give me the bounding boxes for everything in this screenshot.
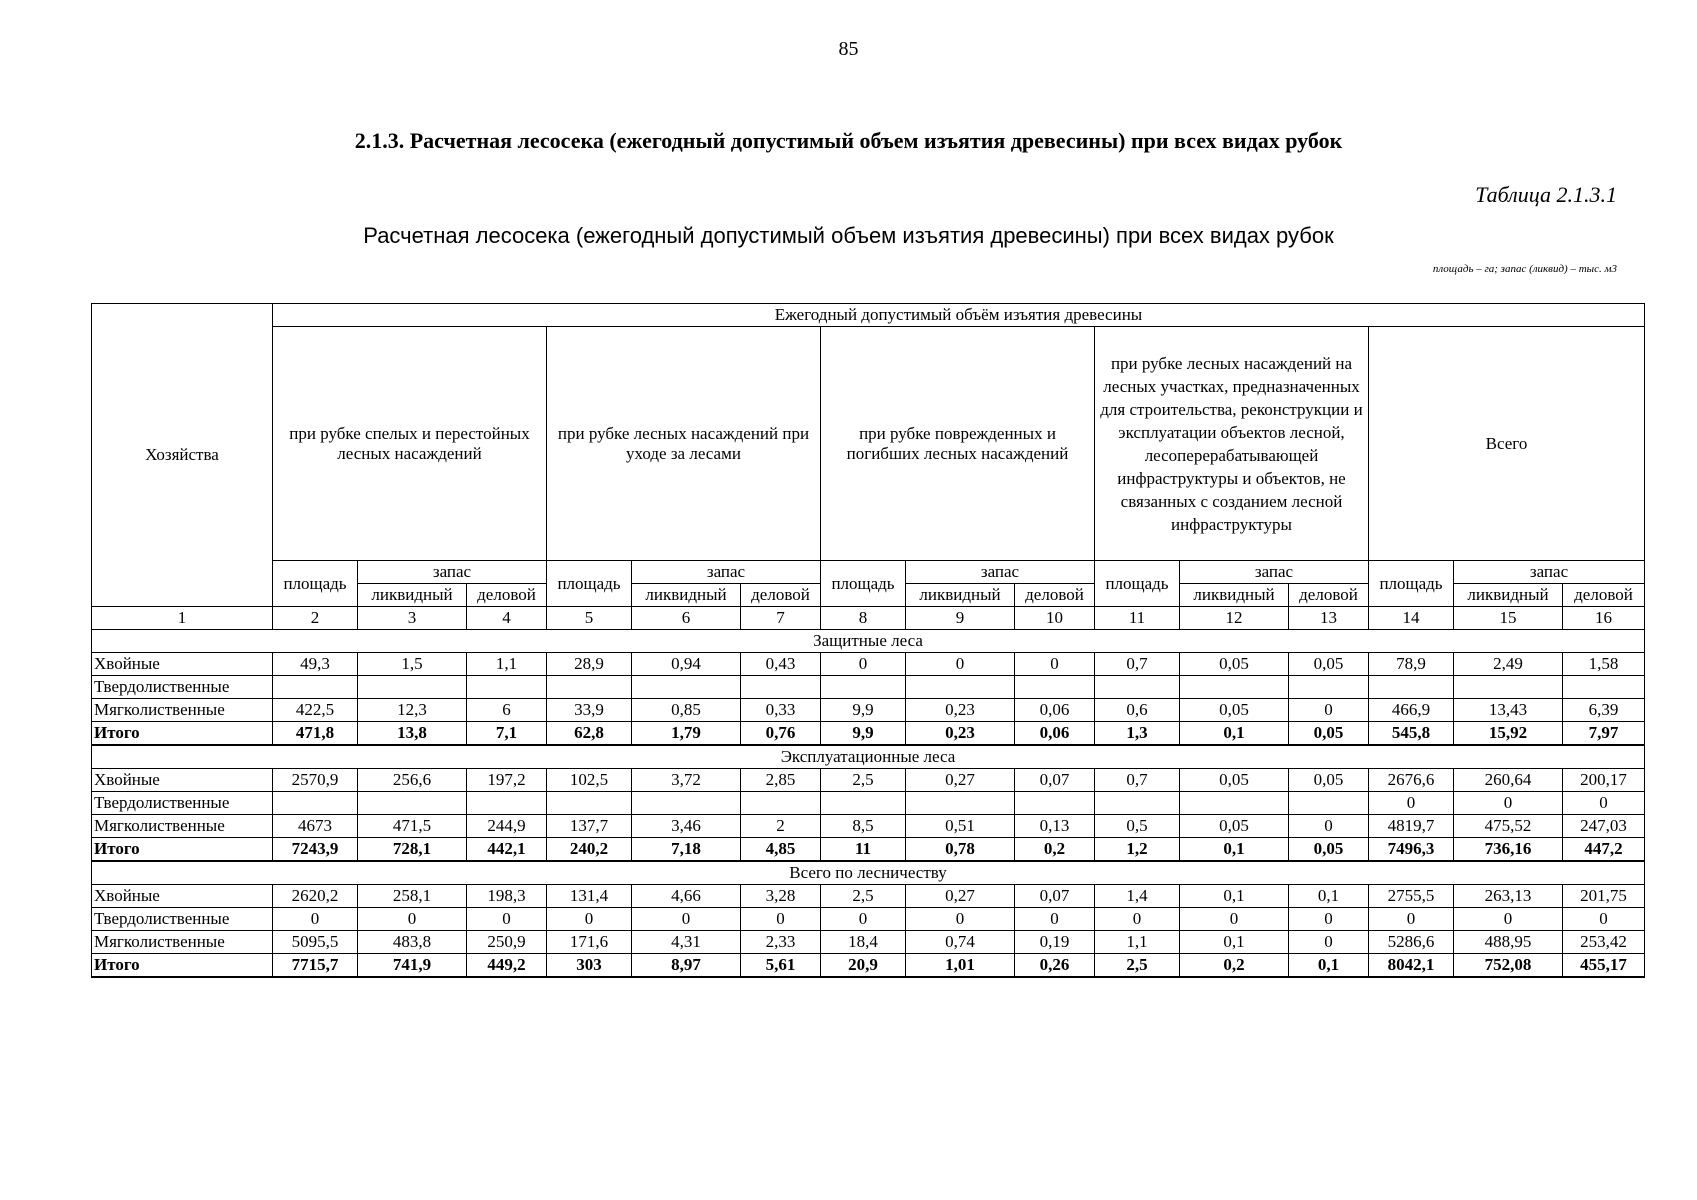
table-cell — [632, 792, 741, 815]
table-cell: 256,6 — [358, 769, 467, 792]
table-cell: 0,26 — [1015, 954, 1095, 978]
table-cell: 0 — [273, 908, 358, 931]
column-number: 10 — [1015, 607, 1095, 630]
table-cell: 442,1 — [467, 838, 547, 862]
header-group-mature: при рубке спелых и перестойных лесных насаждений — [273, 327, 547, 561]
table-cell — [547, 792, 632, 815]
table-cell: 0,05 — [1289, 769, 1369, 792]
table-cell: 253,42 — [1563, 931, 1645, 954]
row-name: Итого — [92, 838, 273, 862]
table-cell — [358, 676, 467, 699]
table-cell: 736,16 — [1454, 838, 1563, 862]
table-cell: 545,8 — [1369, 722, 1454, 746]
section-heading: 2.1.3. Расчетная лесосека (ежегодный допустимый объем изъятия древесины) при всех видах рубок — [354, 128, 1343, 153]
table-cell: 2570,9 — [273, 769, 358, 792]
header-area: площадь — [1095, 561, 1180, 607]
table-cell: 11 — [821, 838, 906, 862]
table-cell: 0,43 — [741, 653, 821, 676]
table-cell: 7,18 — [632, 838, 741, 862]
table-cell: 5,61 — [741, 954, 821, 978]
header-stock: запас — [906, 561, 1095, 584]
header-commercial: деловой — [1015, 584, 1095, 607]
header-stock: запас — [358, 561, 547, 584]
table-row — [92, 769, 1645, 792]
row-name: Хвойные — [92, 885, 273, 908]
table-cell: 3,46 — [632, 815, 741, 838]
table-cell: 2,5 — [821, 769, 906, 792]
row-name: Итого — [92, 954, 273, 978]
table-cell: 6,39 — [1563, 699, 1645, 722]
table-cell: 260,64 — [1454, 769, 1563, 792]
table-cell: 0,76 — [741, 722, 821, 746]
table-cell: 1,1 — [1095, 931, 1180, 954]
table-cell: 0,27 — [906, 885, 1015, 908]
table-cell: 466,9 — [1369, 699, 1454, 722]
table-cell: 447,2 — [1563, 838, 1645, 862]
units-note: площадь – га; запас (ликвид) – тыс. м3 — [1432, 263, 1617, 275]
header-group-total: Всего — [1369, 327, 1645, 561]
total-row — [92, 722, 1645, 746]
table-cell: 4,31 — [632, 931, 741, 954]
table-cell: 1,3 — [1095, 722, 1180, 746]
table-cell: 18,4 — [821, 931, 906, 954]
table-cell: 5095,5 — [273, 931, 358, 954]
table-cell: 0,94 — [632, 653, 741, 676]
table-cell: 62,8 — [547, 722, 632, 746]
table-cell: 13,8 — [358, 722, 467, 746]
table-cell: 2,49 — [1454, 653, 1563, 676]
table-cell: 449,2 — [467, 954, 547, 978]
table-cell: 0,78 — [906, 838, 1015, 862]
table-cell — [1015, 792, 1095, 815]
section-header-row — [92, 861, 1645, 885]
header-group-care: при рубке лесных насаждений при уходе за лесами — [547, 327, 821, 561]
table-row — [92, 815, 1645, 838]
row-name: Твердолиственные — [92, 792, 273, 815]
table-cell: 0 — [906, 653, 1015, 676]
column-number: 3 — [358, 607, 467, 630]
header-area: площадь — [273, 561, 358, 607]
table-cell: 33,9 — [547, 699, 632, 722]
table-cell: 0,27 — [906, 769, 1015, 792]
table-cell: 0,05 — [1180, 653, 1289, 676]
header-commercial: деловой — [1563, 584, 1645, 607]
table-cell: 1,4 — [1095, 885, 1180, 908]
table-cell: 0,1 — [1180, 838, 1289, 862]
table-cell: 475,52 — [1454, 815, 1563, 838]
table-cell: 0,07 — [1015, 885, 1095, 908]
header-stock: запас — [1180, 561, 1369, 584]
table-cell: 2620,2 — [273, 885, 358, 908]
column-number: 8 — [821, 607, 906, 630]
table-cell — [547, 676, 632, 699]
table-cell: 0,19 — [1015, 931, 1095, 954]
column-number: 2 — [273, 607, 358, 630]
table-cell: 0 — [1369, 908, 1454, 931]
header-commercial: деловой — [1289, 584, 1369, 607]
table-cell: 741,9 — [358, 954, 467, 978]
table-cell: 0,7 — [1095, 653, 1180, 676]
table-cell — [273, 792, 358, 815]
header-area: площадь — [1369, 561, 1454, 607]
table-cell: 0,05 — [1180, 769, 1289, 792]
table-cell: 0 — [1454, 792, 1563, 815]
table-cell: 0 — [1289, 699, 1369, 722]
table-cell: 0,2 — [1015, 838, 1095, 862]
table-cell: 0,06 — [1015, 699, 1095, 722]
table-cell — [273, 676, 358, 699]
table-cell: 200,17 — [1563, 769, 1645, 792]
table-cell: 0 — [821, 908, 906, 931]
table-cell: 247,03 — [1563, 815, 1645, 838]
row-name: Хвойные — [92, 769, 273, 792]
table-cell: 240,2 — [547, 838, 632, 862]
table-cell: 0,1 — [1180, 885, 1289, 908]
table-cell: 0 — [358, 908, 467, 931]
table-cell: 1,2 — [1095, 838, 1180, 862]
table-cell: 488,95 — [1454, 931, 1563, 954]
table-cell: 4,85 — [741, 838, 821, 862]
section-header-row — [92, 630, 1645, 653]
table-cell: 0 — [547, 908, 632, 931]
table-cell: 0,1 — [1180, 931, 1289, 954]
table-cell: 0 — [1095, 908, 1180, 931]
table-cell: 0,7 — [1095, 769, 1180, 792]
table-cell: 0,5 — [1095, 815, 1180, 838]
table-cell: 0,1 — [1180, 722, 1289, 746]
table-cell — [821, 676, 906, 699]
header-liquid: ликвидный — [1454, 584, 1563, 607]
table-cell: 4,66 — [632, 885, 741, 908]
table-cell — [906, 676, 1015, 699]
table-cell: 0 — [1563, 792, 1645, 815]
table-cell: 0,1 — [1289, 954, 1369, 978]
column-number: 1 — [92, 607, 273, 630]
table-cell — [1369, 676, 1454, 699]
table-cell: 1,5 — [358, 653, 467, 676]
header-top: Ежегодный допустимый объём изъятия древесины — [273, 304, 1645, 327]
header-liquid: ликвидный — [906, 584, 1015, 607]
header-group-damaged: при рубке поврежденных и погибших лесных насаждений — [821, 327, 1095, 561]
table-cell: 201,75 — [1563, 885, 1645, 908]
table-cell: 0 — [1563, 908, 1645, 931]
table-cell — [467, 792, 547, 815]
table-cell: 15,92 — [1454, 722, 1563, 746]
column-number: 7 — [741, 607, 821, 630]
table-cell: 0,05 — [1289, 838, 1369, 862]
table-cell: 0,51 — [906, 815, 1015, 838]
table-cell — [1289, 676, 1369, 699]
table-cell — [1015, 676, 1095, 699]
table-cell: 0 — [632, 908, 741, 931]
table-cell: 7715,7 — [273, 954, 358, 978]
table-cell: 2 — [741, 815, 821, 838]
header-liquid: ликвидный — [632, 584, 741, 607]
table-cell: 455,17 — [1563, 954, 1645, 978]
table-cell — [906, 792, 1015, 815]
column-number: 16 — [1563, 607, 1645, 630]
table-cell: 8,5 — [821, 815, 906, 838]
table-cell: 0,07 — [1015, 769, 1095, 792]
column-number-row — [92, 607, 1645, 630]
table-cell: 2,85 — [741, 769, 821, 792]
table-cell: 7496,3 — [1369, 838, 1454, 862]
table-cell: 5286,6 — [1369, 931, 1454, 954]
table-cell — [1454, 676, 1563, 699]
table-cell — [1563, 676, 1645, 699]
table-cell: 752,08 — [1454, 954, 1563, 978]
table-cell — [741, 676, 821, 699]
table-cell: 263,13 — [1454, 885, 1563, 908]
table-cell: 28,9 — [547, 653, 632, 676]
table-cell: 0 — [821, 653, 906, 676]
table-cell: 483,8 — [358, 931, 467, 954]
table-cell: 9,9 — [821, 699, 906, 722]
table-cell: 49,3 — [273, 653, 358, 676]
table-cell: 131,4 — [547, 885, 632, 908]
header-liquid: ликвидный — [1180, 584, 1289, 607]
row-name: Итого — [92, 722, 273, 746]
table-cell: 1,01 — [906, 954, 1015, 978]
column-number: 12 — [1180, 607, 1289, 630]
table-cell: 0,06 — [1015, 722, 1095, 746]
table-cell — [632, 676, 741, 699]
table-cell: 0,05 — [1289, 722, 1369, 746]
header-area: площадь — [547, 561, 632, 607]
table-cell: 0 — [741, 908, 821, 931]
table-cell: 0 — [467, 908, 547, 931]
table-cell — [1180, 792, 1289, 815]
table-cell: 0,2 — [1180, 954, 1289, 978]
table-cell: 0 — [1454, 908, 1563, 931]
table-cell: 0,1 — [1289, 885, 1369, 908]
header-area: площадь — [821, 561, 906, 607]
table-cell — [741, 792, 821, 815]
table-cell: 2676,6 — [1369, 769, 1454, 792]
table-cell — [467, 676, 547, 699]
table-cell: 198,3 — [467, 885, 547, 908]
row-name: Хвойные — [92, 653, 273, 676]
table-cell: 258,1 — [358, 885, 467, 908]
table-cell: 0,23 — [906, 699, 1015, 722]
table-cell: 422,5 — [273, 699, 358, 722]
table-cell: 1,79 — [632, 722, 741, 746]
table-cell: 0 — [1015, 653, 1095, 676]
header-group-construction: при рубке лесных насаждений на лесных участках, предназначенных для строительства, реконструкции и эксплуатации объектов лесной, лесоперерабатывающей инфраструктуры и объектов, не связанных с созданием лесной инфраструктуры — [1095, 327, 1369, 561]
row-name: Мягколиственные — [92, 931, 273, 954]
table-cell — [358, 792, 467, 815]
table-cell: 12,3 — [358, 699, 467, 722]
table-row — [92, 908, 1645, 931]
table-cell: 728,1 — [358, 838, 467, 862]
table-cell: 0,85 — [632, 699, 741, 722]
column-number: 9 — [906, 607, 1015, 630]
table-cell: 250,9 — [467, 931, 547, 954]
table-cell: 8,97 — [632, 954, 741, 978]
table-cell: 3,72 — [632, 769, 741, 792]
table-cell: 7,97 — [1563, 722, 1645, 746]
table-cell: 0,05 — [1289, 653, 1369, 676]
table-cell: 0 — [1015, 908, 1095, 931]
table-cell: 7243,9 — [273, 838, 358, 862]
table-header — [92, 304, 1645, 630]
table-cell: 0,33 — [741, 699, 821, 722]
column-number: 5 — [547, 607, 632, 630]
table-cell: 0 — [1369, 792, 1454, 815]
table-cell — [1095, 792, 1180, 815]
row-name: Мягколиственные — [92, 699, 273, 722]
row-name: Мягколиственные — [92, 815, 273, 838]
table-cell: 137,7 — [547, 815, 632, 838]
table-cell: 2755,5 — [1369, 885, 1454, 908]
table-cell: 0,05 — [1180, 815, 1289, 838]
table-row — [92, 699, 1645, 722]
page-number: 85 — [838, 38, 859, 60]
table-cell: 0 — [1289, 908, 1369, 931]
table-cell: 9,9 — [821, 722, 906, 746]
table-cell: 0 — [1289, 931, 1369, 954]
table-cell: 0,05 — [1180, 699, 1289, 722]
table-cell: 0,74 — [906, 931, 1015, 954]
table-cell: 471,5 — [358, 815, 467, 838]
table-cell: 1,58 — [1563, 653, 1645, 676]
column-number: 6 — [632, 607, 741, 630]
header-farms: Хозяйства — [92, 304, 273, 607]
table-cell: 2,5 — [821, 885, 906, 908]
table-cell — [1095, 676, 1180, 699]
table-cell: 303 — [547, 954, 632, 978]
table-cell: 20,9 — [821, 954, 906, 978]
row-name: Твердолиственные — [92, 908, 273, 931]
table-cell: 0 — [906, 908, 1015, 931]
total-row — [92, 838, 1645, 862]
table-caption: Расчетная лесосека (ежегодный допустимый объем изъятия древесины) при всех видах рубок — [363, 223, 1334, 248]
allowable-cut-table — [91, 303, 1645, 978]
header-liquid: ликвидный — [358, 584, 467, 607]
total-row — [92, 954, 1645, 978]
table-cell: 0 — [1180, 908, 1289, 931]
table-cell: 1,1 — [467, 653, 547, 676]
section-title: Эксплуатационные леса — [92, 745, 1645, 769]
table-cell: 13,43 — [1454, 699, 1563, 722]
table-row — [92, 653, 1645, 676]
header-commercial: деловой — [741, 584, 821, 607]
table-cell: 2,33 — [741, 931, 821, 954]
table-cell: 7,1 — [467, 722, 547, 746]
table-cell: 6 — [467, 699, 547, 722]
header-commercial: деловой — [467, 584, 547, 607]
row-name: Твердолиственные — [92, 676, 273, 699]
table-cell — [1180, 676, 1289, 699]
table-cell: 171,6 — [547, 931, 632, 954]
table-cell: 471,8 — [273, 722, 358, 746]
table-row — [92, 931, 1645, 954]
table-cell: 2,5 — [1095, 954, 1180, 978]
table-cell: 0,6 — [1095, 699, 1180, 722]
table-cell: 244,9 — [467, 815, 547, 838]
table-cell: 8042,1 — [1369, 954, 1454, 978]
column-number: 14 — [1369, 607, 1454, 630]
table-cell: 78,9 — [1369, 653, 1454, 676]
column-number: 13 — [1289, 607, 1369, 630]
table-cell: 0,13 — [1015, 815, 1095, 838]
column-number: 11 — [1095, 607, 1180, 630]
table-cell: 0 — [1289, 815, 1369, 838]
header-stock: запас — [1454, 561, 1645, 584]
table-cell: 102,5 — [547, 769, 632, 792]
column-number: 15 — [1454, 607, 1563, 630]
table-row — [92, 676, 1645, 699]
table-cell: 3,28 — [741, 885, 821, 908]
table-cell: 197,2 — [467, 769, 547, 792]
section-title: Защитные леса — [92, 630, 1645, 653]
table-row — [92, 792, 1645, 815]
table-cell: 4673 — [273, 815, 358, 838]
table-label: Таблица 2.1.3.1 — [1475, 182, 1617, 207]
column-number: 4 — [467, 607, 547, 630]
table-cell — [821, 792, 906, 815]
table-cell: 4819,7 — [1369, 815, 1454, 838]
table-cell — [1289, 792, 1369, 815]
header-stock: запас — [632, 561, 821, 584]
table-row — [92, 885, 1645, 908]
table-cell: 0,23 — [906, 722, 1015, 746]
section-title: Всего по лесничеству — [92, 861, 1645, 885]
section-header-row — [92, 745, 1645, 769]
table-body — [92, 630, 1645, 978]
